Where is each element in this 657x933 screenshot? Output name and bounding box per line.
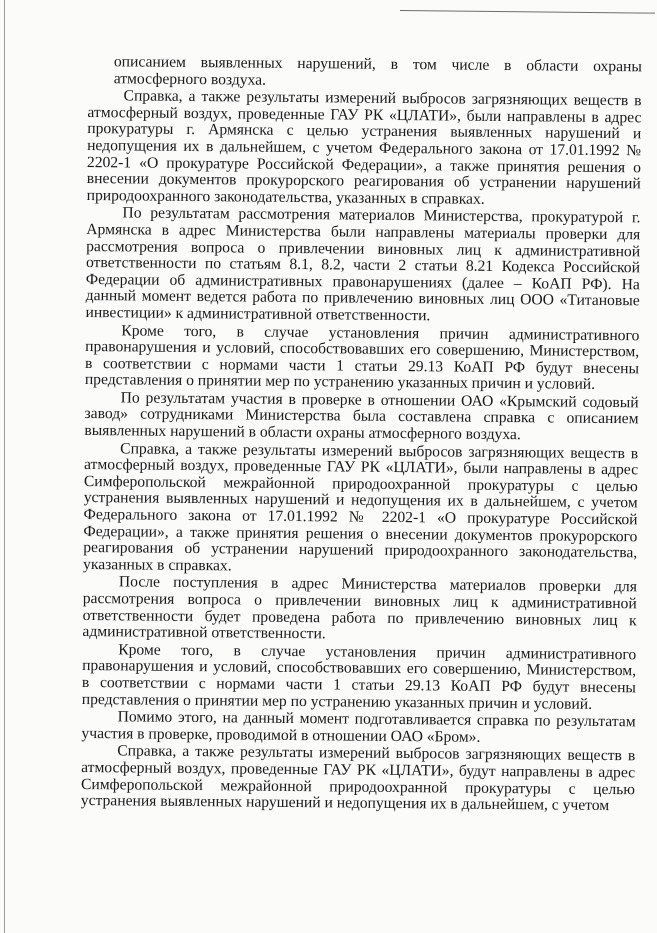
paragraph: После поступления в адрес Министерства материалов проверки для рассмотрения вопроса о привлечении виновных лиц к административной ответственности будет проведена работа по привлечению виновных лиц к административной ответственности.	[82, 573, 637, 643]
paragraph: Помимо этого, на данный момент подготавливается справка по результатам участия в проверке, проводимой в отношении ОАО «Бром».	[81, 708, 636, 746]
paragraph: описанием выявленных нарушений, в том числе в области охраны атмосферного воздуха.	[113, 53, 642, 89]
scan-top-edge	[400, 10, 655, 14]
paragraph: Справка, а также результаты измерений выбросов загрязняющих веществ в атмосферный воздух, проведенные ГАУ РК «ЦЛАТИ», были направлены в адрес прокуратуры г. Армянска с целью устранения выявленных нарушений и недопущения их в дальнейшем, с учетом Федерального закона от 17.01.1992 № 2202-1 «О прокуратуре Российской Федерации», а также принятия решения о внесении документов прокурорского реагирования об устранении нарушений природоохранного законодательства, указанных в справках.	[86, 87, 642, 208]
paragraph: Кроме того, в случае установления причин административного правонарушения и условий, способствовавших его совершению, Министерством, в соответствии с нормами части 1 статьи 29.13 КоАП РФ будут внесены представления о принятии мер по устранению указанных причин и условий.	[84, 321, 640, 394]
paragraph: Кроме того, в случае установления причин административного правонарушения и условий, способствовавших его совершению, Министерством, в соответствии с нормами части 1 статьи 29.13 КоАП РФ будут внесены представления о принятии мер по устранению указанных причин и условий.	[81, 641, 637, 713]
paragraph: По результатам рассмотрения материалов Министерства, прокуратурой г. Армянска в адрес Министерства были направлены материалы проверки для рассмотрения вопроса о привлечении виновных лиц к административной ответственности по статьям 8.1, 8.2, части 2 статьи 8.21 Кодекса Российской Федерации об административных правонарушениях (далее – КоАП РФ). На данный момент ведется работа по привлечению виновных лиц ООО «Титановые инвестиции» к административной ответственности.	[85, 204, 641, 325]
scan-left-edge	[4, 0, 5, 933]
paragraph: Справка, а также результаты измерений выбросов загрязняющих веществ в атмосферный воздух, проведенные ГАУ РК «ЦЛАТИ», были направлены в адрес Симферопольской межрайонной природоохранной прокуратуры с целью устранения выявленных нарушений и недопущения их в дальнейшем, с учетом Федерального закона от 17.01.1992 № 2202-1 «О прокуратуре Российской Федерации», а также принятия решения о внесении документов прокурорского реагирования об устранении нарушений природоохранного законодательства, указанных в справках.	[83, 439, 639, 575]
document-body	[81, 54, 642, 816]
paragraph: Справка, а также результаты измерений выбросов загрязняющих веществ в атмосферный воздух, проведенные ГАУ РК «ЦЛАТИ», будут направлены в адрес Симферопольской межрайонной природоохранной прокуратуры с целью устранения выявленных нарушений и недопущения их в дальнейшем, с учетом	[80, 742, 636, 815]
paragraph: По результатам участия в проверке в отношении ОАО «Крымский содовый завод» сотрудниками Министерства была составлена справка с описанием выявленных нарушений в области охраны атмосферного воздуха.	[84, 389, 639, 444]
